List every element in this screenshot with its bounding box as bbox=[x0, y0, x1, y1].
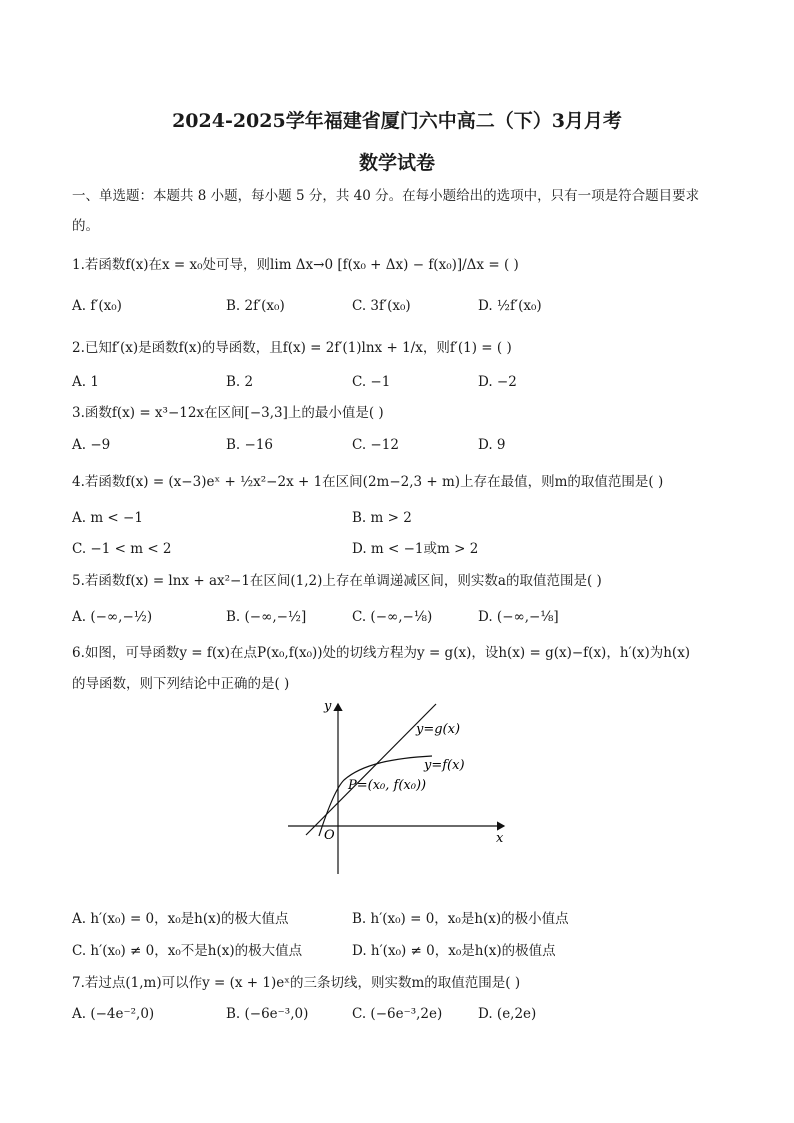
question-2-option-c: C. −1 bbox=[352, 374, 391, 390]
question-1-option-a: A. f′(x₀) bbox=[72, 298, 122, 314]
question-3-stem: 3.函数f(x) = x³−12x在区间[−3,3]上的最小值是( ) bbox=[72, 405, 384, 421]
question-2-stem: 2.已知f′(x)是函数f(x)的导函数，且f(x) = 2f′(1)lnx + 1/x，则f′(1) = ( ) bbox=[72, 340, 512, 356]
curve-label: y=f(x) bbox=[424, 758, 465, 773]
page-title: 2024-2025学年福建省厦门六中高二（下）3月月考 bbox=[172, 110, 622, 132]
question-1-stem: 1.若函数f(x)在x = x₀处可导，则lim Δx→0 [f(x₀ + Δx) − f(x₀)]/Δx = ( ) bbox=[72, 257, 519, 273]
question-5-option-b: B. (−∞,−½] bbox=[226, 609, 307, 625]
question-2-option-b: B. 2 bbox=[226, 374, 254, 390]
question-1-option-d: D. ½f′(x₀) bbox=[478, 298, 542, 314]
question-5-option-d: D. (−∞,−⅛] bbox=[478, 609, 559, 625]
origin-label: O bbox=[324, 828, 335, 843]
question-7-option-c: C. (−6e⁻³,2e) bbox=[352, 1006, 443, 1022]
point-p-label: P=(x₀, f(x₀)) bbox=[348, 778, 427, 793]
question-7-option-a: A. (−4e⁻²,0) bbox=[72, 1006, 155, 1022]
question-6-option-c: C. h′(x₀) ≠ 0，x₀不是h(x)的极大值点 bbox=[72, 943, 303, 959]
question-6-option-b: B. h′(x₀) = 0，x₀是h(x)的极小值点 bbox=[352, 911, 569, 927]
question-5-option-c: C. (−∞,−⅛) bbox=[352, 609, 433, 625]
question-1-option-c: C. 3f′(x₀) bbox=[352, 298, 411, 314]
question-3-option-d: D. 9 bbox=[478, 437, 506, 453]
section-instructions-cont: 的。 bbox=[72, 218, 99, 234]
question-3-option-b: B. −16 bbox=[226, 437, 273, 453]
tangent-figure bbox=[284, 696, 514, 878]
page-subtitle: 数学试卷 bbox=[358, 152, 435, 174]
question-3-option-a: A. −9 bbox=[72, 437, 111, 453]
question-3-option-c: C. −12 bbox=[352, 437, 399, 453]
question-7-option-b: B. (−6e⁻³,0) bbox=[226, 1006, 309, 1022]
question-4-option-b: B. m > 2 bbox=[352, 510, 412, 526]
question-2-option-d: D. −2 bbox=[478, 374, 517, 390]
question-5-stem: 5.若函数f(x) = lnx + ax²−1在区间(1,2)上存在单调递减区间，则实数a的取值范围是( ) bbox=[72, 573, 602, 589]
question-6-stem-cont: 的导函数，则下列结论中正确的是( ) bbox=[72, 676, 290, 692]
question-1-option-b: B. 2f′(x₀) bbox=[226, 298, 285, 314]
question-4-option-c: C. −1 < m < 2 bbox=[72, 541, 172, 557]
tangent-label: y=g(x) bbox=[416, 722, 461, 737]
curve-f bbox=[319, 756, 432, 836]
question-4-option-d: D. m < −1或m > 2 bbox=[352, 541, 479, 557]
question-5-option-a: A. (−∞,−½) bbox=[72, 609, 153, 625]
question-4-option-a: A. m < −1 bbox=[72, 510, 143, 526]
question-4-stem: 4.若函数f(x) = (x−3)eˣ + ½x²−2x + 1在区间(2m−2,3 + m)上存在最值，则m的取值范围是( ) bbox=[72, 474, 664, 490]
tangent-diagram bbox=[284, 696, 514, 878]
question-7-option-d: D. (e,2e) bbox=[478, 1006, 537, 1022]
question-6-option-a: A. h′(x₀) = 0，x₀是h(x)的极大值点 bbox=[72, 911, 289, 927]
question-2-option-a: A. 1 bbox=[72, 374, 99, 390]
y-axis-label: y bbox=[324, 699, 332, 714]
x-axis-label: x bbox=[496, 831, 504, 846]
section-instructions: 一、单选题：本题共 8 小题，每小题 5 分，共 40 分。在每小题给出的选项中，只有一项是符合题目要求 bbox=[72, 188, 700, 204]
question-6-stem: 6.如图，可导函数y = f(x)在点P(x₀,f(x₀))处的切线方程为y = g(x)，设h(x) = g(x)−f(x)，h′(x)为h(x) bbox=[72, 645, 691, 661]
question-7-stem: 7.若过点(1,m)可以作y = (x + 1)eˣ的三条切线，则实数m的取值范围是( ) bbox=[72, 975, 521, 991]
question-6-option-d: D. h′(x₀) ≠ 0，x₀是h(x)的极值点 bbox=[352, 943, 556, 959]
